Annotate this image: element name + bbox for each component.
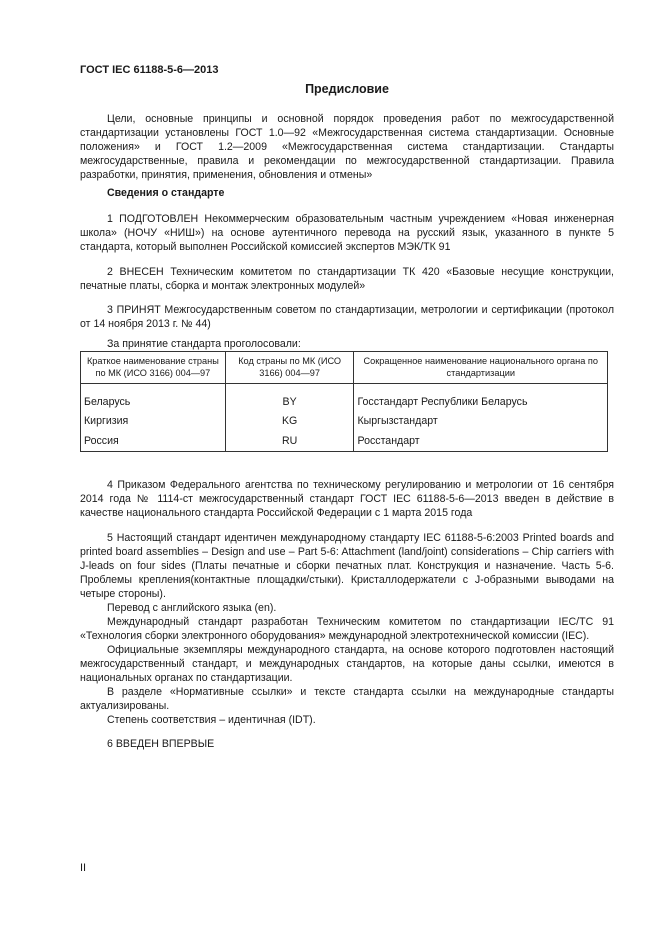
national-body: Росстандарт: [354, 430, 608, 452]
item-introduced: 2 ВНЕСЕН Техническим комитетом по стандартизации ТК 420 «Базовые несущие конструкции, печатные платы, сборка и монтаж электронных модулей»: [80, 266, 614, 292]
item-degree: Степень соответствия – идентичная (IDT).: [107, 714, 316, 726]
table-row: [81, 430, 608, 452]
table-row: [81, 392, 608, 411]
item-adopted: 3 ПРИНЯТ Межгосударственным советом по стандартизации, метрологии и сертификации (протокол от 14 ноября 2013 г. № 44): [80, 304, 614, 330]
item-translation: Перевод с английского языка (en).: [107, 602, 277, 614]
country-name: Россия: [81, 430, 226, 452]
item-developed-by: Международный стандарт разработан Техническим комитетом по стандартизации IEC/TC 91 «Технология сборки электронного оборудования» международной электротехнической комиссии (IEC).: [80, 616, 614, 642]
item-prepared: 1 ПОДГОТОВЛЕН Некоммерческим образовательным частным учреждением «Новая инженерная школа» (НОЧУ «НИШ») на основе аутентичного перевода на русский язык, указанного в пункте 5 стандарта, который выполнен Российской комиссией экспертов МЭК/ТК 91: [80, 213, 614, 253]
item-references: В разделе «Нормативные ссылки» и тексте стандарта ссылки на международные стандарты актуализированы.: [80, 686, 614, 712]
info-heading-block: [80, 186, 614, 200]
document-code: ГОСТ IEC 61188-5-6—2013: [80, 64, 219, 76]
item-order: 4 Приказом Федерального агентства по техническому регулированию и метрологии от 16 сентября 2014 года № 1114-ст межгосударственный стандарт ГОСТ IEC 61188-5-6—2013 введен в действие в качестве национального стандарта Российской Федерации с 1 марта 2015 года: [80, 479, 614, 519]
item-6-block: [80, 737, 614, 751]
national-body: Кыргызстандарт: [354, 411, 608, 430]
votes-header-country: Краткое наименование страны по МК (ИСО 3166) 004—97: [81, 352, 226, 384]
intro-section: [80, 112, 614, 182]
item-first-time: 6 ВВЕДЕН ВПЕРВЫЕ: [107, 738, 215, 750]
voted-intro-block: [80, 337, 614, 351]
item-1-block: [80, 212, 614, 254]
votes-header-body: Сокращенное наименование национального органа по стандартизации: [354, 352, 608, 384]
info-heading: Сведения о стандарте: [107, 187, 225, 199]
item-2-block: [80, 265, 614, 293]
item-3-block: [80, 303, 614, 331]
page-number: II: [80, 862, 87, 874]
votes-table-spacer: [81, 384, 608, 393]
page-title: Предисловие: [305, 82, 389, 96]
votes-header-code: Код страны по МК (ИСО 3166) 004—97: [225, 352, 354, 384]
item-identical: 5 Настоящий стандарт идентичен международному стандарту IEC 61188-5-6:2003 Printed boards and printed board assemblies – Design and use – Part 5-6: Attachment (land/joint) considerations – Chip carriers with J-leads on four sides (Платы печатные и сборки печатных плат. Конструкция и назначение. Часть 5-6. Проблемы крепления(контактные площадки/стыки). Кристаллодержатели с J-образными выводами на четыре стороны).: [80, 532, 614, 600]
item-5-block: [80, 531, 614, 727]
votes-table-header-row: [81, 352, 608, 384]
intro-paragraph: Цели, основные принципы и основной порядок проведения работ по межгосударственной стандартизации установлены ГОСТ 1.0—92 «Межгосударственная система стандартизации. Основные положения» и ГОСТ 1.2—2009 «Межгосударственная система стандартизации. Стандарты межгосударственные, правила и рекомендации по межгосударственной стандартизации. Правила разработки, принятия, применения, обновления и отмены»: [80, 113, 614, 181]
item-4-block: [80, 478, 614, 520]
national-body: Госстандарт Республики Беларусь: [354, 392, 608, 411]
country-code: KG: [225, 411, 354, 430]
document-page: [80, 0, 614, 936]
country-name: Беларусь: [81, 392, 226, 411]
votes-table: [80, 351, 608, 452]
voted-intro: За принятие стандарта проголосовали:: [107, 338, 301, 350]
country-code: RU: [225, 430, 354, 452]
country-name: Киргизия: [81, 411, 226, 430]
table-row: [81, 411, 608, 430]
country-code: BY: [225, 392, 354, 411]
item-official-copies: Официальные экземпляры международного стандарта, на основе которого подготовлен настоящий межгосударственный стандарт, и международных стандартов, на которые даны ссылки, имеются в национальных органах по стандартизации.: [80, 644, 614, 684]
